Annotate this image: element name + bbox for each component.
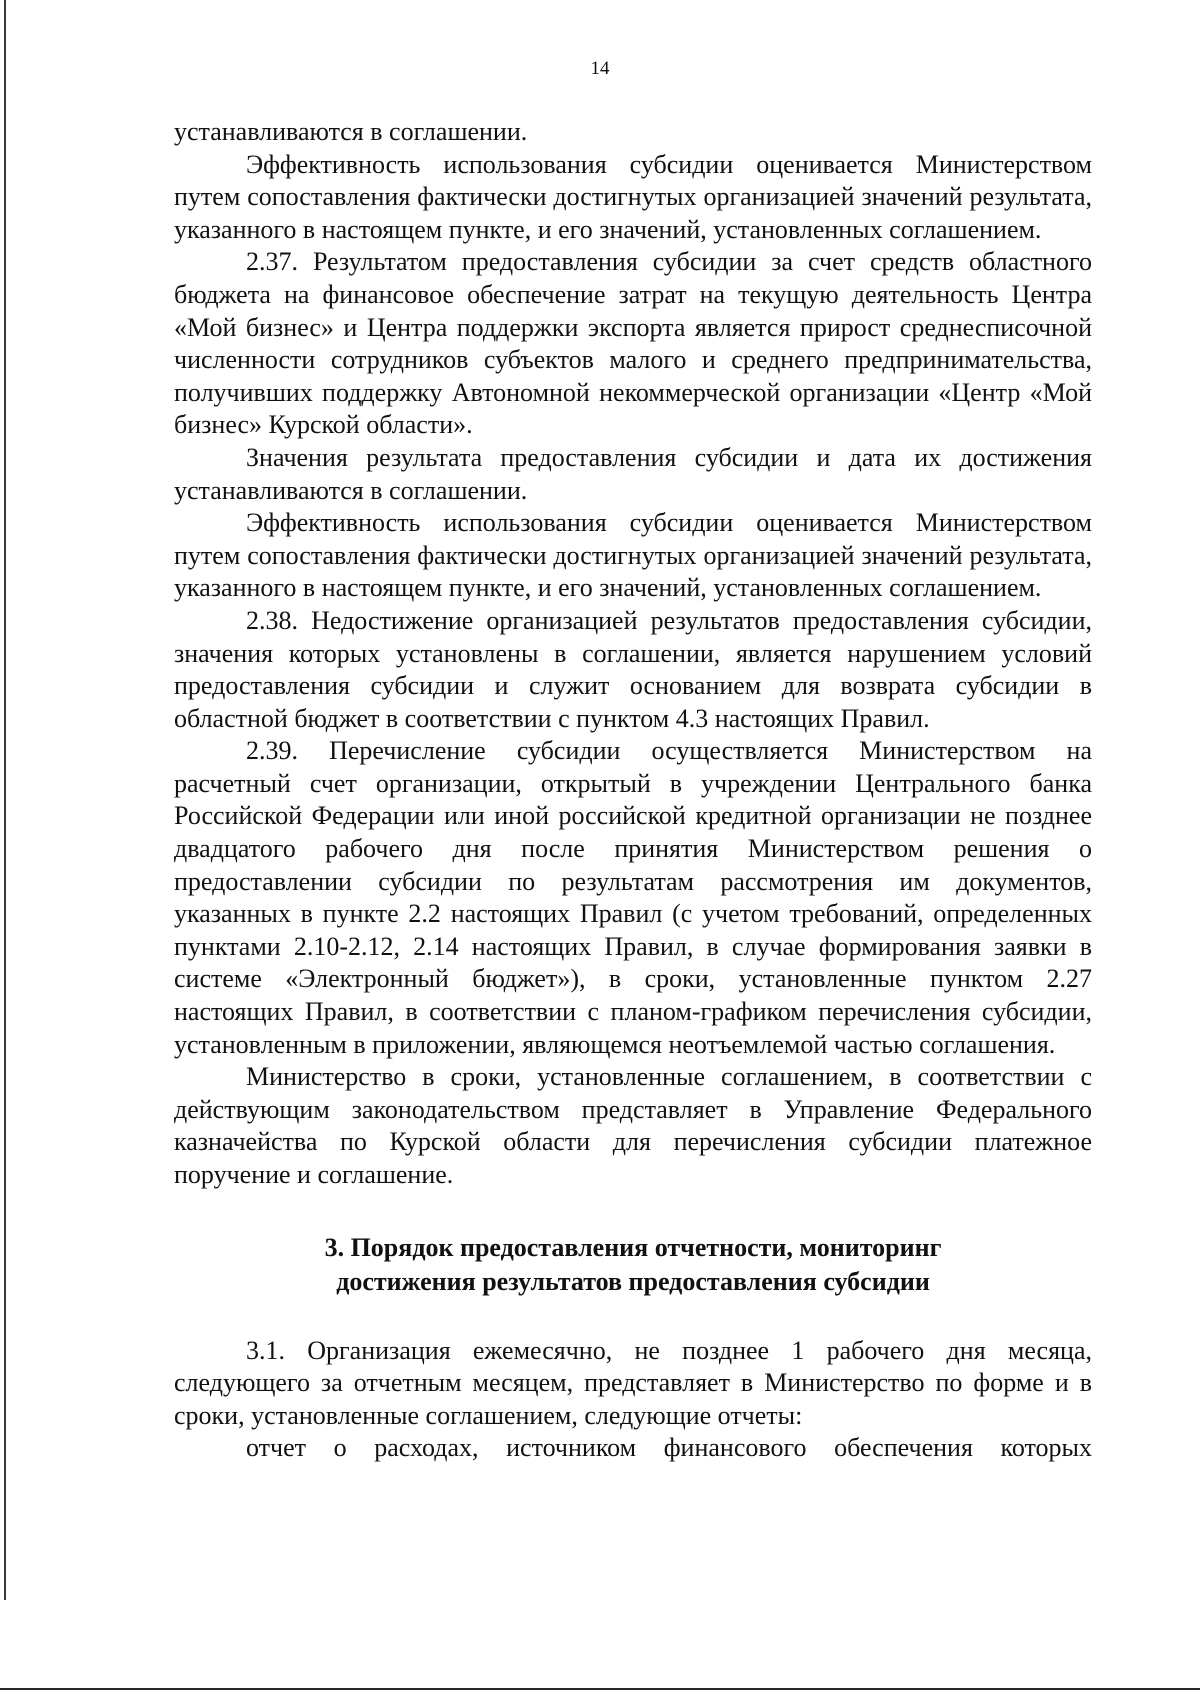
paragraph: Эффективность использования субсидии оценивается Министерством путем сопоставления фактически достигнутых организацией значений результата, указанного в настоящем пункте, и его значений, установленных соглашением. [174,149,1092,244]
section-heading-line-2: достижения результатов предоставления субсидии [336,1266,930,1296]
document-body [174,116,1092,1465]
paragraph: Министерство в сроки, установленные соглашением, в соответствии с действующим законодательством представляет в Управление Федерального казначейства по Курской области для перечисления субсидии платежное поручение и соглашение. [174,1062,1092,1189]
page-number: 14 [590,58,610,79]
paragraph: Значения результата предоставления субсидии и дата их достижения устанавливаются в соглашении. [174,442,1092,505]
paragraph-item-2-38: 2.38. Недостижение организацией результатов предоставления субсидии, значения которых установлены в соглашении, является нарушением условий предоставления субсидии и служит основанием для возврата субсидии в областной бюджет в соответствии с пунктом 4.3 настоящих Правил. [174,605,1092,733]
paragraph: Эффективность использования субсидии оценивается Министерством путем сопоставления фактически достигнутых организацией значений результата, указанного в настоящем пункте, и его значений, установленных соглашением. [174,508,1092,603]
paragraph: отчет о расходах, источником финансового обеспечения которых [246,1433,1092,1463]
scan-left-edge [4,0,6,1600]
scan-bottom-edge [0,1688,1200,1690]
paragraph-item-2-37: 2.37. Результатом предоставления субсидии за счет средств областного бюджета на финансовое обеспечение затрат на текущую деятельность Центра «Мой бизнес» и Центра поддержки экспорта является прирост среднесписочной численности сотрудников субъектов малого и среднего предпринимательства, получивших поддержку Автономной некоммерческой организации «Центр «Мой бизнес» Курской области». [174,247,1092,440]
paragraph-item-3-1: 3.1. Организация ежемесячно, не позднее 1 рабочего дня месяца, следующего за отчетным месяцем, представляет в Министерство по форме и в сроки, установленные соглашением, следующие отчеты: [174,1335,1092,1430]
section-heading-line-1: 3. Порядок предоставления отчетности, мониторинг [324,1232,942,1262]
section-heading [174,1231,1092,1299]
paragraph: устанавливаются в соглашении. [174,117,528,146]
paragraph-item-2-39: 2.39. Перечисление субсидии осуществляется Министерством на расчетный счет организации, открытый в учреждении Центрального банка Российской Федерации или иной российской кредитной организации не позднее двадцатого рабочего дня после принятия Министерством решения о предоставлении субсидии по результатам рассмотрения им документов, указанных в пункте 2.2 настоящих Правил (с учетом требований, определенных пунктами 2.10-2.12, 2.14 настоящих Правил, в случае формирования заявки в системе «Электронный бюджет»), в сроки, установленные пунктом 2.27 настоящих Правил, в соответствии с планом-графиком перечисления субсидии, установленным в приложении, являющемся неотъемлемой частью соглашения. [174,736,1092,1059]
